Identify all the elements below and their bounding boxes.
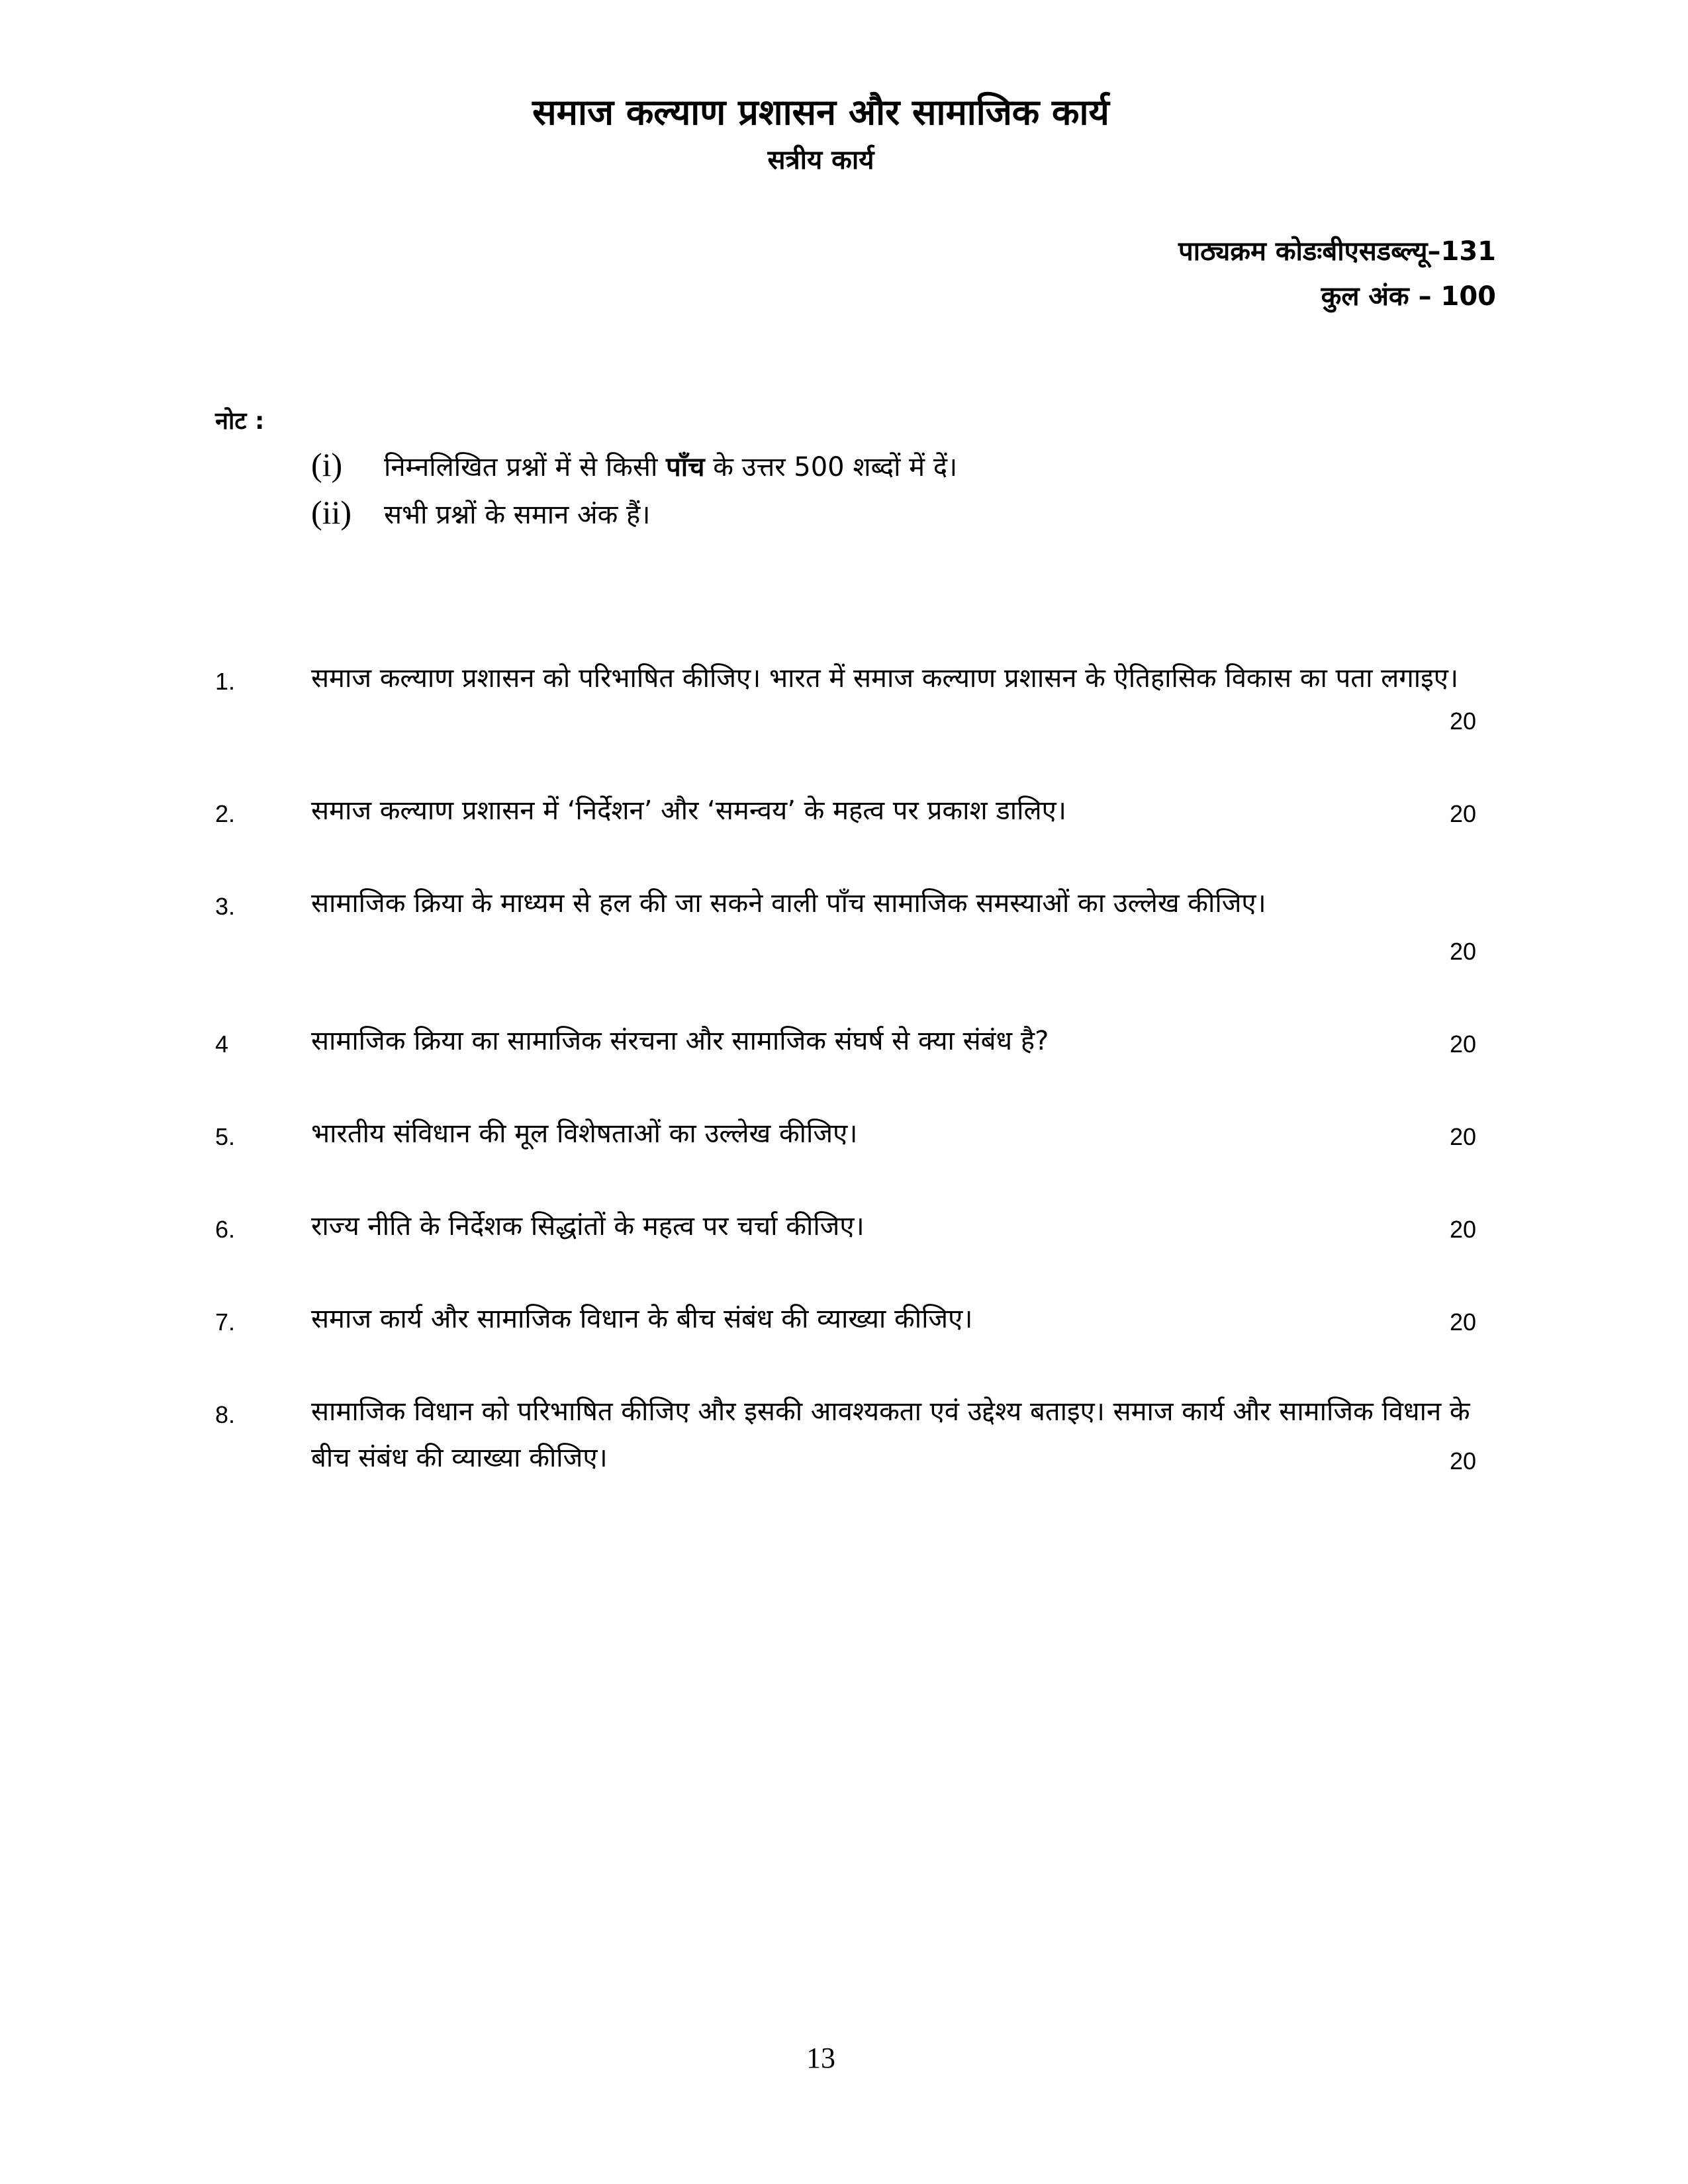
question-number: 5. <box>215 1123 236 1150</box>
question-marks: 20 <box>1449 1216 1476 1243</box>
question-number: 6. <box>215 1216 236 1243</box>
note-item-roman: (ii) <box>311 494 352 531</box>
note-item <box>311 492 650 535</box>
question-text: राज्य नीति के निर्देशक सिद्धांतों के महत्व पर चर्चा कीजिए। <box>311 1211 865 1242</box>
note-item-text: सभी प्रश्नों के समान अंक हैं। <box>384 500 651 530</box>
question-text: समाज कार्य और सामाजिक विधान के बीच संबंध की व्याख्या कीजिए। <box>311 1304 973 1334</box>
document-subtitle: सत्रीय कार्य <box>767 145 874 175</box>
note-item-text: निम्नलिखित प्रश्नों में से किसी <box>384 452 667 482</box>
question-marks: 20 <box>1449 707 1476 735</box>
question-number: 7. <box>215 1308 236 1336</box>
question-marks: 20 <box>1449 1123 1476 1150</box>
question-marks: 20 <box>1449 1447 1476 1475</box>
course-code: पाठ्यक्रम कोडःबीएसडब्ल्यू–131 <box>1178 236 1496 267</box>
question-text: समाज कल्याण प्रशासन को परिभाषित कीजिए। भारत में समाज कल्याण प्रशासन के ऐतिहासिक विकास का पता लगाइए। <box>311 663 1459 694</box>
question-marks: 20 <box>1449 1030 1476 1058</box>
note-item-bold-text: पाँच <box>666 452 705 482</box>
question-number: 8. <box>215 1401 236 1428</box>
question-number: 1. <box>215 668 236 695</box>
question-text: सामाजिक क्रिया के माध्यम से हल की जा सकने वाली पाँच सामाजिक समस्याओं का उल्लेख कीजिए। <box>311 888 1266 919</box>
question-number: 4 <box>215 1030 229 1058</box>
note-item-text-after: के उत्तर 500 शब्दों में दें। <box>704 452 958 482</box>
question-number: 2. <box>215 800 236 827</box>
note-item <box>311 445 957 487</box>
question-text: सामाजिक विधान को परिभाषित कीजिए और इसकी आवश्यकता एवं उद्देश्य बताइए। समाज कार्य और सामाजिक विधान के बीच संबंध की व्याख्या कीजिए। <box>311 1396 1470 1473</box>
question-marks: 20 <box>1449 1308 1476 1336</box>
note-item-roman: (i) <box>311 446 343 483</box>
question-text: सामाजिक क्रिया का सामाजिक संरचना और सामाजिक संघर्ष से क्या संबंध है? <box>311 1026 1049 1056</box>
question-number: 3. <box>215 893 236 920</box>
note-label: नोट : <box>215 408 265 435</box>
question-marks: 20 <box>1449 800 1476 827</box>
page-number: 13 <box>806 2042 835 2074</box>
question-text: भारतीय संविधान की मूल विशेषताओं का उल्लेख कीजिए। <box>311 1118 858 1149</box>
question-text: समाज कल्याण प्रशासन में ‘निर्देशन’ और ‘समन्वय’ के महत्व पर प्रकाश डालिए। <box>311 796 1066 826</box>
total-marks: कुल अंक – 100 <box>1321 281 1496 312</box>
question-marks: 20 <box>1449 938 1476 965</box>
document-title: समाज कल्याण प्रशासन और सामाजिक कार्य <box>532 91 1109 133</box>
